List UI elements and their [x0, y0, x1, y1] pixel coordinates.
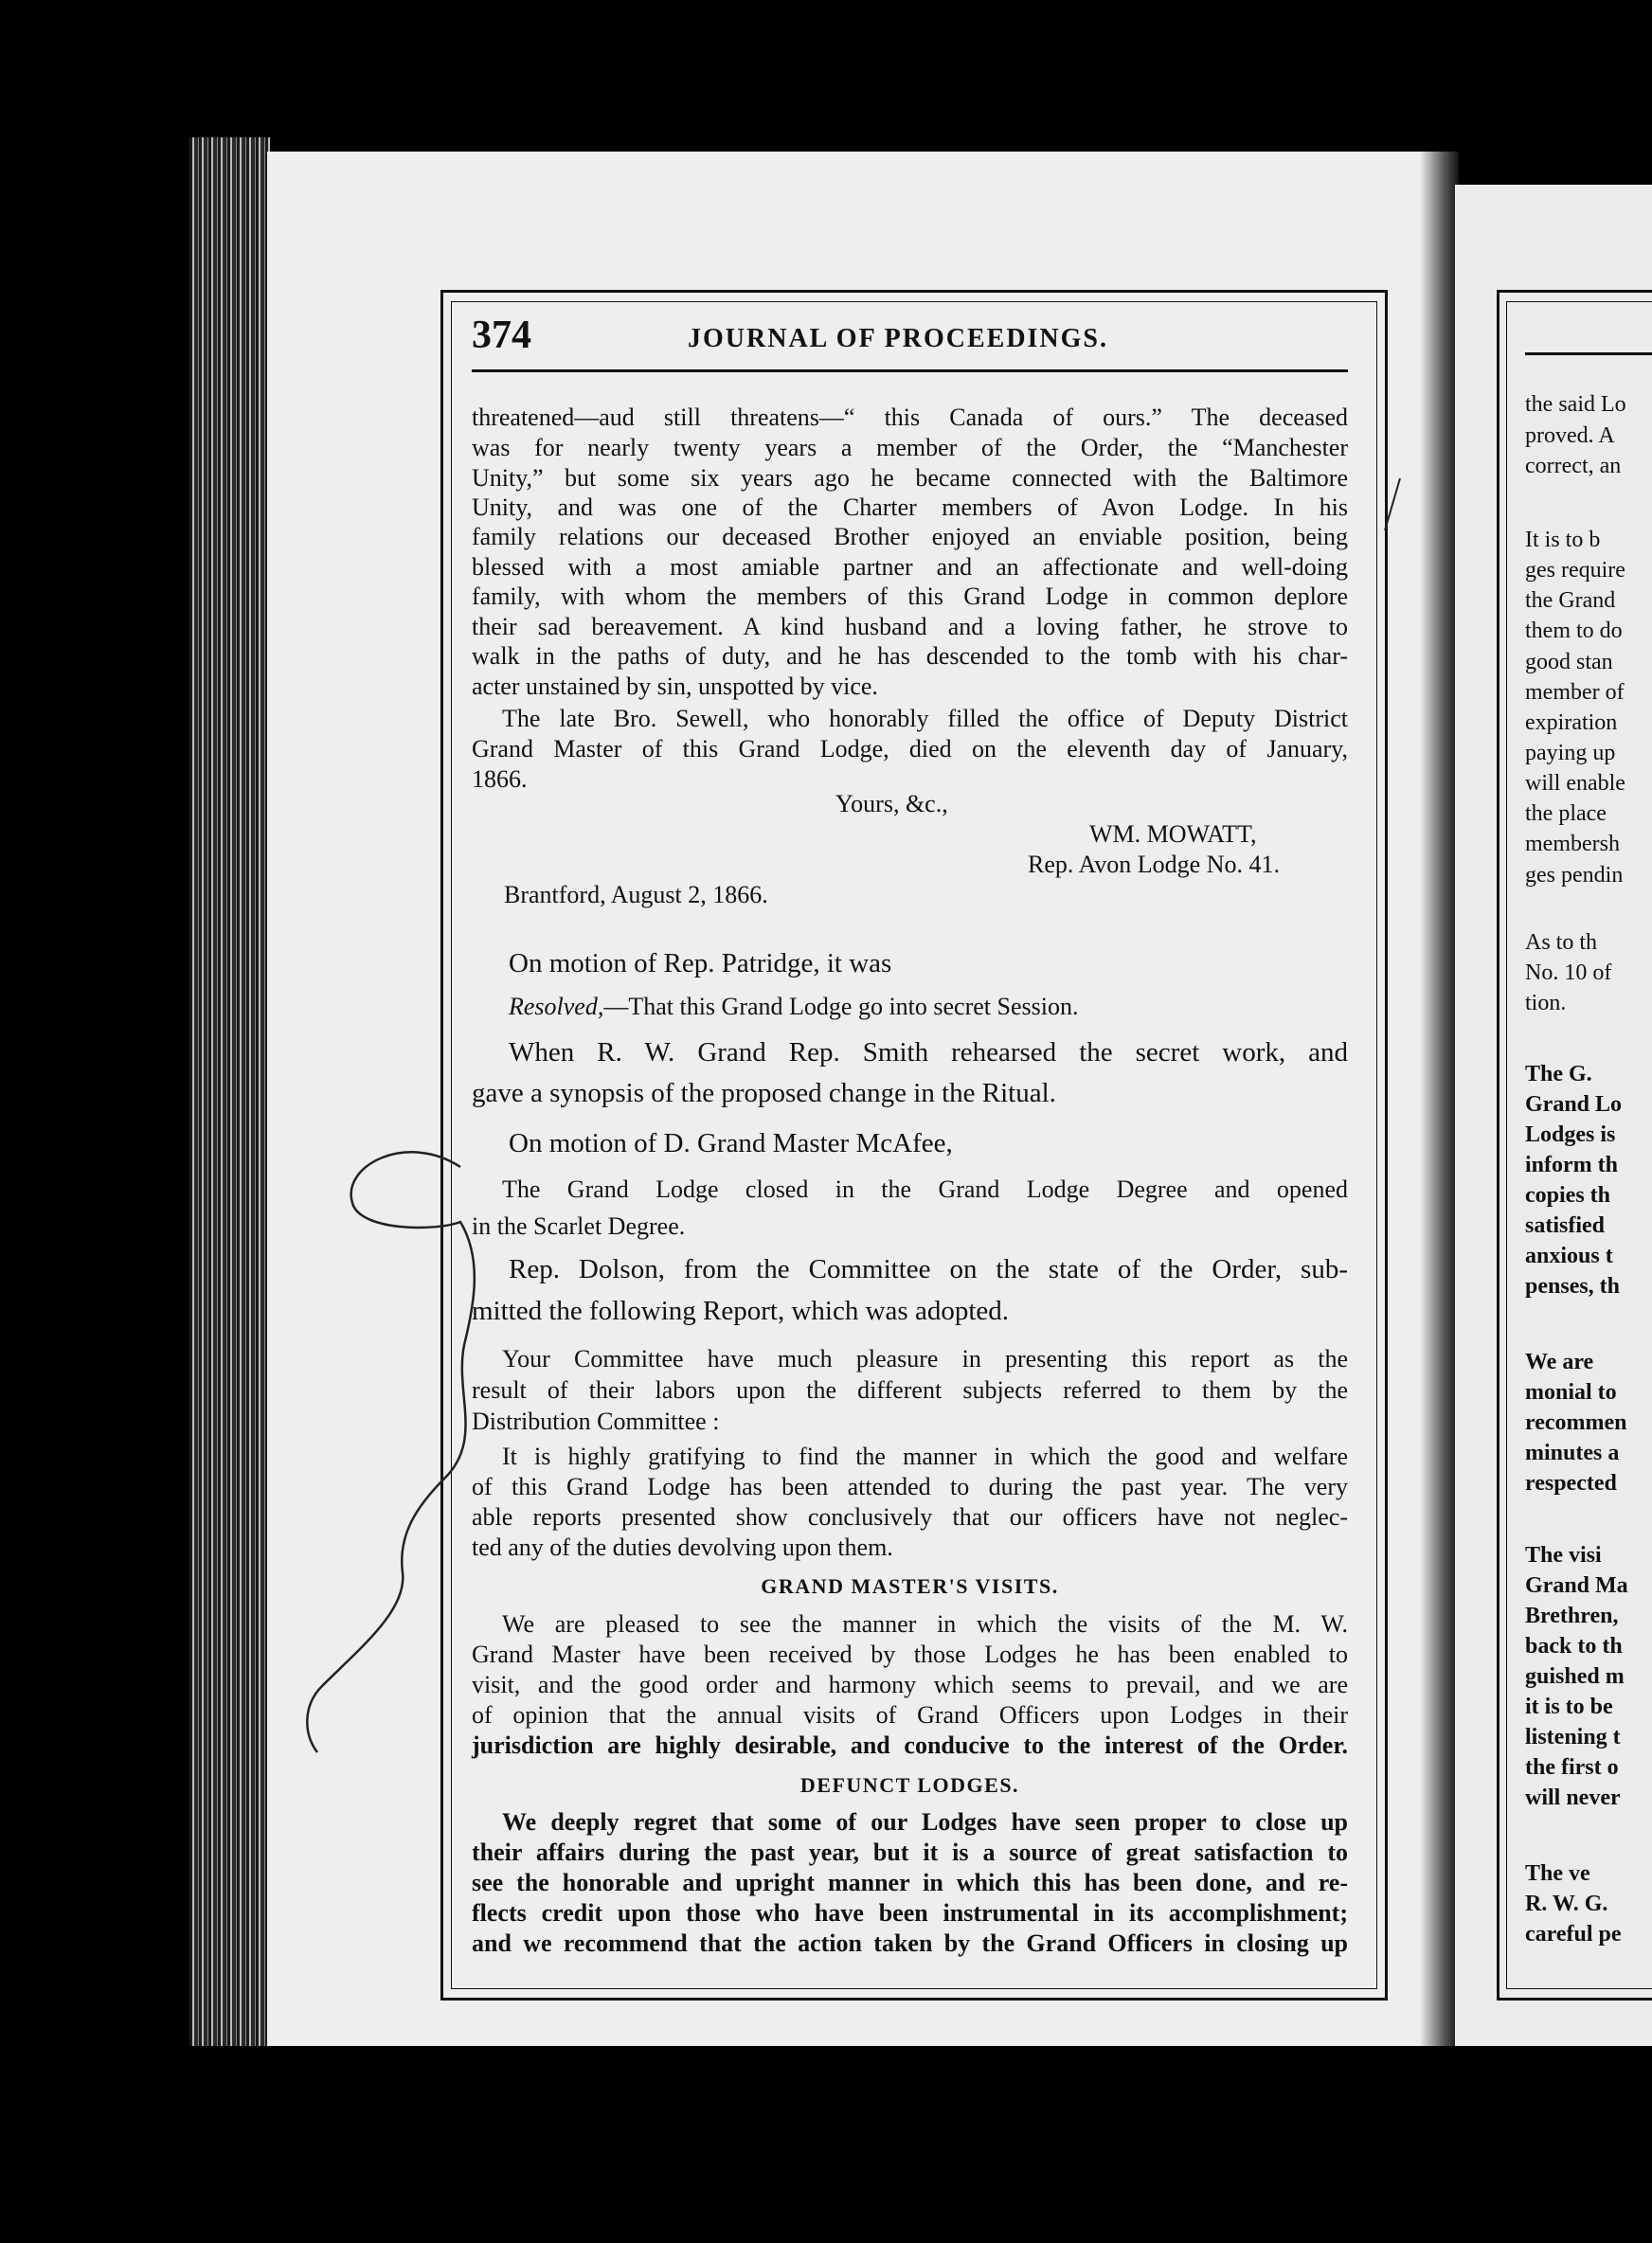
- text-line: jurisdiction are highly desirable, and conducive to the interest of the Order.: [472, 1732, 1348, 1759]
- text-line: acter unstained by sin, unspotted by vice.: [472, 673, 878, 700]
- text-line: mitted the following Report, which was adopted.: [472, 1296, 1010, 1326]
- right-page-fragment: careful pe: [1525, 1922, 1622, 1947]
- text-line: family, with whom the members of this Grand Lodge in common deplore: [472, 583, 1348, 610]
- right-page-fragment: it is to be: [1525, 1695, 1613, 1719]
- right-page-fragment: paying up: [1525, 741, 1616, 765]
- text-line: result of their labors upon the different subjects referred to them by the: [472, 1376, 1348, 1404]
- right-page-fragment: The ve: [1525, 1861, 1590, 1886]
- right-page-fragment: The visi: [1525, 1543, 1602, 1568]
- text-line: their affairs during the past year, but it is a source of great satisfaction to: [472, 1839, 1348, 1866]
- right-page-fragment: minutes a: [1525, 1441, 1620, 1465]
- right-page-fragment: the Grand: [1525, 588, 1616, 613]
- dateline: Brantford, August 2, 1866.: [504, 881, 768, 908]
- right-page-fragment: respected: [1525, 1471, 1617, 1496]
- text-line: family relations our deceased Brother enjoyed an enviable position, being: [472, 523, 1348, 550]
- text-line: their sad bereavement. A kind husband and a loving father, he strove to: [472, 613, 1348, 640]
- right-page-fragment: will never: [1525, 1785, 1621, 1810]
- right-page-fragment: No. 10 of: [1525, 960, 1612, 985]
- text-line: The late Bro. Sewell, who honorably filled the office of Deputy District: [502, 705, 1348, 732]
- resolution: [509, 995, 1078, 1019]
- text-line: Your Committee have much pleasure in presenting this report as the: [502, 1345, 1348, 1373]
- right-page-fragment: membersh: [1525, 832, 1620, 856]
- right-page-fragment: Grand Ma: [1525, 1573, 1628, 1598]
- right-page-fragment: tion.: [1525, 991, 1567, 1015]
- running-header: [472, 313, 1348, 372]
- right-page-fragment: the place: [1525, 801, 1607, 826]
- right-page-header-rule: [1525, 352, 1652, 355]
- motion-patridge: On motion of Rep. Patridge, it was: [509, 948, 892, 978]
- text-line: Grand Master of this Grand Lodge, died on the eleventh day of January,: [472, 735, 1348, 763]
- right-page-fragment: expiration: [1525, 710, 1618, 735]
- section-heading-visits: GRAND MASTER'S VISITS.: [761, 1574, 1059, 1598]
- right-page-fragment: We are: [1525, 1350, 1594, 1374]
- text-line: When R. W. Grand Rep. Smith rehearsed the secret work, and: [509, 1037, 1348, 1068]
- right-page-fragment: As to th: [1525, 930, 1598, 955]
- right-page-fragment: It is to b: [1525, 528, 1601, 552]
- right-page-fragment: back to th: [1525, 1634, 1623, 1659]
- right-page-fragment: ges pendin: [1525, 863, 1624, 888]
- text-line: walk in the paths of duty, and he has descended to the tomb with his char-: [472, 642, 1348, 670]
- text-line: threatened—aud still threatens—“ this Canada of ours.” The deceased: [472, 404, 1348, 431]
- text-line: Grand Master have been received by those Lodges he has been enabled to: [472, 1641, 1348, 1668]
- text-line: in the Scarlet Degree.: [472, 1212, 686, 1240]
- text-line: It is highly gratifying to find the manner in which the good and welfare: [502, 1443, 1348, 1470]
- right-page-fragment: member of: [1525, 680, 1625, 705]
- right-page-fragment: will enable: [1525, 771, 1625, 796]
- text-line: Unity,” but some six years ago he became connected with the Baltimore: [472, 464, 1348, 492]
- right-page-fragment: satisfied: [1525, 1213, 1605, 1238]
- text-line: see the honorable and upright manner in which this has been done, and re-: [472, 1869, 1348, 1896]
- right-page-fragment: Grand Lo: [1525, 1092, 1623, 1117]
- right-page-fragment: anxious t: [1525, 1244, 1613, 1268]
- text-line: The Grand Lodge closed in the Grand Lodge Degree and opened: [502, 1175, 1348, 1203]
- right-page-fragment: good stan: [1525, 650, 1613, 674]
- text-line: Unity, and was one of the Charter members of Avon Lodge. In his: [472, 493, 1348, 521]
- text-line: We are pleased to see the manner in which the visits of the M. W.: [502, 1610, 1348, 1638]
- right-page-fragment: copies th: [1525, 1183, 1610, 1208]
- right-page-fragment: correct, an: [1525, 454, 1622, 478]
- text-line: flects credit upon those who have been instrumental in its accomplishment;: [472, 1899, 1348, 1927]
- right-page-fragment: Brethren,: [1525, 1604, 1619, 1628]
- resolved-text: —That this Grand Lodge go into secret Session.: [603, 993, 1079, 1020]
- letter-closing: Yours, &c.,: [835, 790, 948, 817]
- right-page-fragment: Lodges is: [1525, 1122, 1616, 1147]
- signatory-title: Rep. Avon Lodge No. 41.: [1028, 851, 1280, 878]
- right-page-fragment: the first o: [1525, 1755, 1619, 1780]
- text-line: Rep. Dolson, from the Committee on the state of the Order, sub-: [509, 1254, 1348, 1284]
- right-page-fragment: the said Lo: [1525, 392, 1626, 417]
- resolved-label: Resolved,: [509, 993, 604, 1020]
- book-page-edges: [189, 137, 270, 2046]
- signatory-name: WM. MOWATT,: [1089, 820, 1257, 848]
- right-page-fragment: recommen: [1525, 1410, 1627, 1435]
- text-line: Distribution Committee :: [472, 1408, 720, 1435]
- right-page-fragment: proved. A: [1525, 423, 1615, 448]
- book-gutter: [1421, 152, 1459, 2046]
- text-line: ted any of the duties devolving upon them.: [472, 1534, 893, 1561]
- text-line: of this Grand Lodge has been attended to during the past year. The very: [472, 1473, 1348, 1500]
- section-heading-defunct: DEFUNCT LODGES.: [799, 1773, 1020, 1797]
- text-line: We deeply regret that some of our Lodges have seen proper to close up: [502, 1808, 1348, 1836]
- motion-mcafee: On motion of D. Grand Master McAfee,: [509, 1128, 953, 1158]
- right-page-fragment: penses, th: [1525, 1274, 1621, 1299]
- right-page-fragment: ges require: [1525, 558, 1625, 583]
- running-title: JOURNAL OF PROCEEDINGS.: [688, 324, 1109, 353]
- text-line: was for nearly twenty years a member of the Order, the “Manchester: [472, 434, 1348, 461]
- text-line: gave a synopsis of the proposed change in the Ritual.: [472, 1078, 1056, 1108]
- right-page-fragment: R. W. G.: [1525, 1892, 1608, 1916]
- right-page-fragment: guished m: [1525, 1664, 1625, 1689]
- text-line: visit, and the good order and harmony which seems to prevail, and we are: [472, 1671, 1348, 1698]
- right-page-fragment: The G.: [1525, 1062, 1592, 1086]
- text-line: of opinion that the annual visits of Grand Officers upon Lodges in their: [472, 1701, 1348, 1729]
- text-line: blessed with a most amiable partner and an affectionate and well-doing: [472, 553, 1348, 581]
- page-number: 374: [472, 314, 531, 357]
- right-page-fragment: listening t: [1525, 1725, 1621, 1750]
- text-line: 1866.: [472, 765, 528, 793]
- right-page-fragment: them to do: [1525, 619, 1623, 643]
- text-line: able reports presented show conclusively that our officers have not neglec-: [472, 1503, 1348, 1531]
- text-line: and we recommend that the action taken by the Grand Officers in closing up: [472, 1929, 1348, 1957]
- right-page-fragment: monial to: [1525, 1380, 1617, 1405]
- right-page-fragment: inform th: [1525, 1153, 1618, 1177]
